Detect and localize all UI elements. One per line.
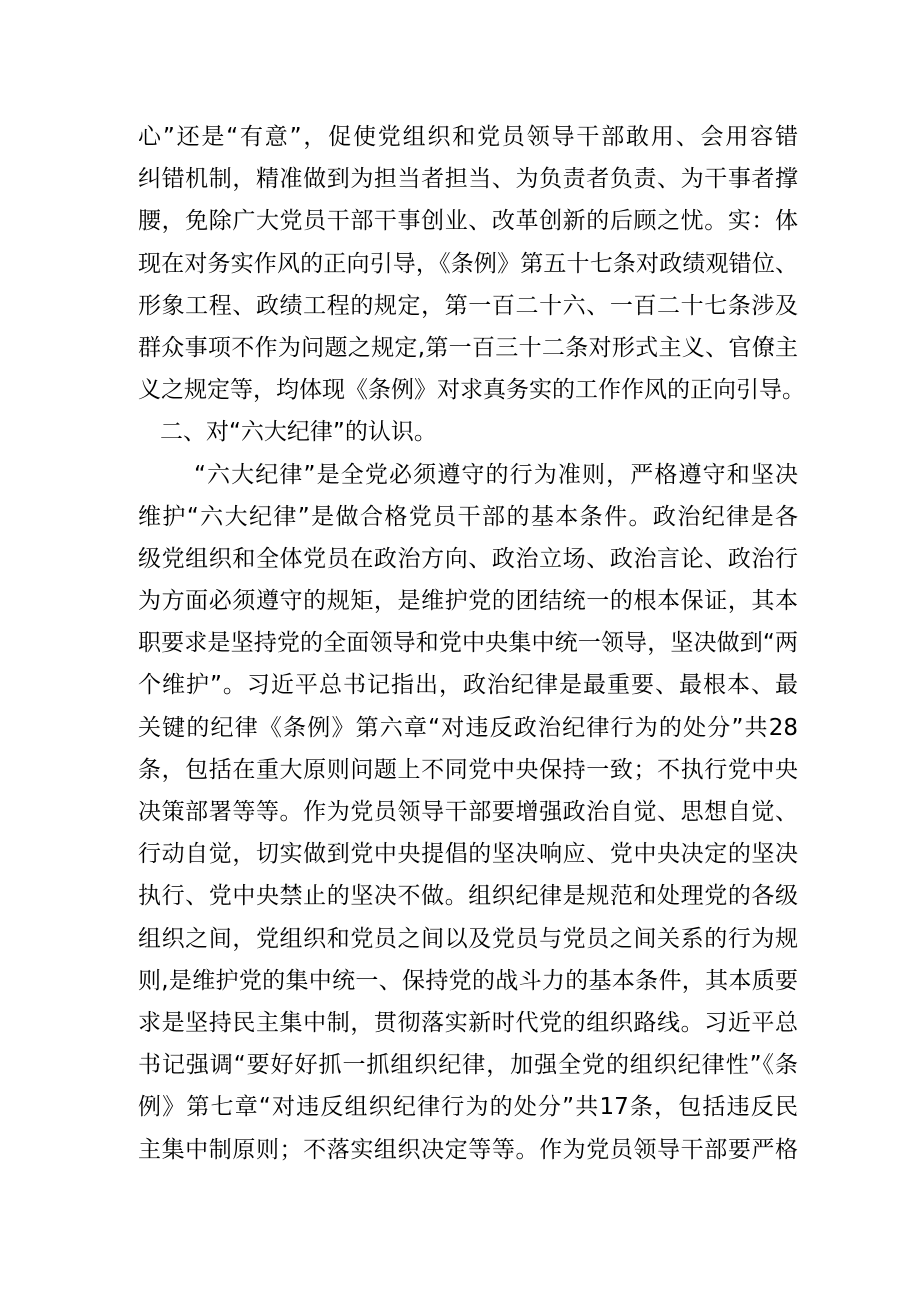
text-line: 例》第七章“对违反组织纪律行为的处分”共17条，包括违反民 [138, 1094, 798, 1121]
text-line: 形象工程、政绩工程的规定，第一百二十六、一百二十七条涉及 [138, 292, 798, 319]
text-line: 决策部署等等。作为党员领导干部要增强政治自觉、思想自觉、 [138, 799, 798, 825]
text-line: 条，包括在重大原则问题上不同党中央保持一致；不执行党中央 [138, 756, 798, 783]
section-heading: 二、对“六大纪律”的认识。 [160, 419, 437, 446]
text-line: 腰，免除广大党员干部干事创业、改革创新的后顾之忧。实：体 [138, 208, 798, 235]
text-line: 执行、党中央禁止的坚决不做。组织纪律是规范和处理党的各级 [138, 883, 798, 910]
text-line: 书记强调“要好好抓一抓组织纪律，加强全党的组织纪律性”《条 [138, 1052, 798, 1079]
text-line: 级党组织和全体党员在政治方向、政治立场、政治言论、政治行 [138, 545, 798, 572]
text-line: 主集中制原则；不落实组织决定等等。作为党员领导干部要严格 [138, 1136, 798, 1163]
text-line: 纠错机制，精准做到为担当者担当、为负责者负责、为干事者撑 [138, 166, 798, 193]
text-line: 心”还是“有意”，促使党组织和党员领导干部敢用、会用容错 [138, 124, 798, 150]
text-line: 求是坚持民主集中制，贯彻落实新时代党的组织路线。习近平总 [138, 1009, 798, 1036]
text-line: 维护“六大纪律”是做合格党员干部的基本条件。政治纪律是各 [138, 503, 798, 530]
text-line: 职要求是坚持党的全面领导和党中央集中统一领导，坚决做到“两 [138, 630, 798, 657]
text-line: 群众事项不作为问题之规定,第一百三十二条对形式主义、官僚主 [138, 334, 798, 361]
text-line: 组织之间，党组织和党员之间以及党员与党员之间关系的行为规 [138, 925, 798, 952]
text-line: 现在对务实作风的正向引导，《条例》第五十七条对政绩观错位、 [138, 250, 798, 277]
text-line: 为方面必须遵守的规矩，是维护党的团结统一的根本保证，其本 [138, 588, 798, 615]
text-line: 则,是维护党的集中统一、保持党的战斗力的基本条件，其本质要 [138, 967, 798, 994]
text-line: 行动自觉，切实做到党中央提倡的坚决响应、党中央决定的坚决 [138, 841, 798, 868]
text-line: “六大纪律”是全党必须遵守的行为准则，严格遵守和坚决 [194, 461, 798, 488]
text-line: 义之规定等，均体现《条例》对求真务实的工作作风的正向引导。 [138, 377, 805, 404]
text-line: 个维护”。习近平总书记指出，政治纪律是最重要、最根本、最 [138, 672, 798, 699]
text-line: 关键的纪律《条例》第六章“对违反政治纪律行为的处分”共28 [138, 714, 798, 741]
document-body [138, 116, 805, 1171]
